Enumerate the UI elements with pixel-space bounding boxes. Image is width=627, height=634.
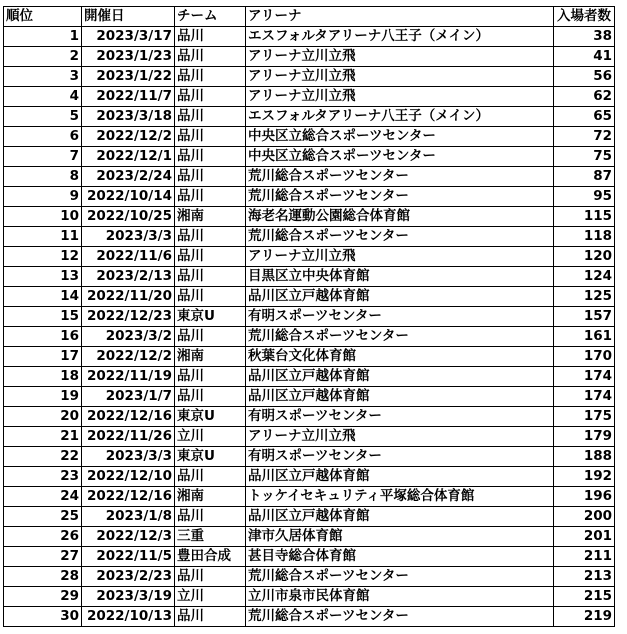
cell-team[interactable]: 品川	[175, 327, 246, 347]
cell-date[interactable]: 2022/12/1	[82, 147, 175, 167]
table-row	[4, 547, 615, 567]
cell-date[interactable]: 2022/10/13	[82, 607, 175, 627]
cell-attendance[interactable]: 211	[554, 547, 615, 567]
table-row	[4, 407, 615, 427]
cell-team[interactable]: 品川	[175, 507, 246, 527]
table-body	[4, 27, 615, 627]
cell-arena[interactable]: 有明スポーツセンター	[246, 447, 554, 467]
cell-rank[interactable]: 16	[4, 327, 82, 347]
cell-attendance[interactable]: 188	[554, 447, 615, 467]
cell-team[interactable]: 品川	[175, 247, 246, 267]
cell-attendance[interactable]: 41	[554, 47, 615, 67]
cell-date[interactable]: 2023/2/13	[82, 267, 175, 287]
cell-date[interactable]: 2023/2/23	[82, 567, 175, 587]
cell-date[interactable]: 2023/1/23	[82, 47, 175, 67]
cell-attendance[interactable]: 115	[554, 207, 615, 227]
cell-arena[interactable]: 荒川総合スポーツセンター	[246, 607, 554, 627]
cell-date[interactable]: 2023/3/3	[82, 447, 175, 467]
cell-rank[interactable]: 9	[4, 187, 82, 207]
table-row	[4, 447, 615, 467]
cell-attendance[interactable]: 125	[554, 287, 615, 307]
cell-team[interactable]: 東京U	[175, 407, 246, 427]
cell-team[interactable]: 品川	[175, 467, 246, 487]
cell-arena[interactable]: 中央区立総合スポーツセンター	[246, 147, 554, 167]
table-row	[4, 467, 615, 487]
table-row	[4, 187, 615, 207]
cell-rank[interactable]: 17	[4, 347, 82, 367]
attendance-table	[3, 6, 615, 627]
cell-attendance[interactable]: 72	[554, 127, 615, 147]
cell-attendance[interactable]: 179	[554, 427, 615, 447]
table-row	[4, 227, 615, 247]
cell-attendance[interactable]: 196	[554, 487, 615, 507]
cell-rank[interactable]: 21	[4, 427, 82, 447]
table-row	[4, 527, 615, 547]
cell-rank[interactable]: 2	[4, 47, 82, 67]
table-row	[4, 247, 615, 267]
cell-attendance[interactable]: 38	[554, 27, 615, 47]
cell-date[interactable]: 2023/3/18	[82, 107, 175, 127]
cell-attendance[interactable]: 192	[554, 467, 615, 487]
cell-date[interactable]: 2023/1/7	[82, 387, 175, 407]
table-row	[4, 67, 615, 87]
cell-team[interactable]: 三重	[175, 527, 246, 547]
cell-team[interactable]: 品川	[175, 267, 246, 287]
cell-attendance[interactable]: 120	[554, 247, 615, 267]
cell-arena[interactable]: アリーナ立川立飛	[246, 47, 554, 67]
cell-attendance[interactable]: 170	[554, 347, 615, 367]
cell-arena[interactable]: 有明スポーツセンター	[246, 407, 554, 427]
table-row	[4, 267, 615, 287]
cell-arena[interactable]: エスフォルタアリーナ八王子（メイン）	[246, 27, 554, 47]
cell-attendance[interactable]: 200	[554, 507, 615, 527]
table-row	[4, 87, 615, 107]
cell-arena[interactable]: 品川区立戸越体育館	[246, 367, 554, 387]
cell-team[interactable]: 品川	[175, 227, 246, 247]
table-row	[4, 487, 615, 507]
cell-team[interactable]: 品川	[175, 127, 246, 147]
cell-arena[interactable]: 荒川総合スポーツセンター	[246, 567, 554, 587]
cell-attendance[interactable]: 215	[554, 587, 615, 607]
cell-rank[interactable]: 8	[4, 167, 82, 187]
header-row	[4, 7, 615, 27]
table-row	[4, 307, 615, 327]
cell-rank[interactable]: 4	[4, 87, 82, 107]
header-rank[interactable]: 順位	[4, 7, 82, 27]
cell-rank[interactable]: 6	[4, 127, 82, 147]
cell-rank[interactable]: 25	[4, 507, 82, 527]
cell-attendance[interactable]: 124	[554, 267, 615, 287]
table-row	[4, 387, 615, 407]
cell-team[interactable]: 品川	[175, 167, 246, 187]
cell-attendance[interactable]: 56	[554, 67, 615, 87]
table-row	[4, 167, 615, 187]
cell-date[interactable]: 2022/12/23	[82, 307, 175, 327]
cell-date[interactable]: 2022/12/10	[82, 467, 175, 487]
table-row	[4, 327, 615, 347]
cell-date[interactable]: 2023/2/24	[82, 167, 175, 187]
cell-arena[interactable]: 目黒区立中央体育館	[246, 267, 554, 287]
cell-attendance[interactable]: 213	[554, 567, 615, 587]
cell-team[interactable]: 品川	[175, 607, 246, 627]
cell-arena[interactable]: 品川区立戸越体育館	[246, 287, 554, 307]
cell-attendance[interactable]: 118	[554, 227, 615, 247]
cell-attendance[interactable]: 161	[554, 327, 615, 347]
table-row	[4, 27, 615, 47]
cell-arena[interactable]: 品川区立戸越体育館	[246, 507, 554, 527]
table-row	[4, 567, 615, 587]
cell-date[interactable]: 2022/10/14	[82, 187, 175, 207]
cell-team[interactable]: 品川	[175, 287, 246, 307]
cell-date[interactable]: 2022/11/5	[82, 547, 175, 567]
table-row	[4, 147, 615, 167]
header-date[interactable]: 開催日	[82, 7, 175, 27]
cell-attendance[interactable]: 157	[554, 307, 615, 327]
cell-arena[interactable]: アリーナ立川立飛	[246, 247, 554, 267]
cell-rank[interactable]: 30	[4, 607, 82, 627]
table-row	[4, 367, 615, 387]
cell-rank[interactable]: 28	[4, 567, 82, 587]
cell-date[interactable]: 2022/11/7	[82, 87, 175, 107]
cell-rank[interactable]: 5	[4, 107, 82, 127]
cell-team[interactable]: 立川	[175, 427, 246, 447]
cell-arena[interactable]: 荒川総合スポーツセンター	[246, 167, 554, 187]
cell-team[interactable]: 品川	[175, 387, 246, 407]
cell-date[interactable]: 2023/3/17	[82, 27, 175, 47]
cell-arena[interactable]: 津市久居体育館	[246, 527, 554, 547]
cell-date[interactable]: 2023/3/2	[82, 327, 175, 347]
cell-date[interactable]: 2022/12/2	[82, 127, 175, 147]
cell-team[interactable]: 品川	[175, 147, 246, 167]
cell-arena[interactable]: 甚目寺総合体育館	[246, 547, 554, 567]
cell-arena[interactable]: 品川区立戸越体育館	[246, 467, 554, 487]
table-row	[4, 507, 615, 527]
cell-team[interactable]: 湘南	[175, 347, 246, 367]
cell-rank[interactable]: 7	[4, 147, 82, 167]
cell-arena[interactable]: 立川市泉市民体育館	[246, 587, 554, 607]
cell-rank[interactable]: 23	[4, 467, 82, 487]
cell-date[interactable]: 2022/11/20	[82, 287, 175, 307]
table-row	[4, 287, 615, 307]
table-row	[4, 47, 615, 67]
cell-team[interactable]: 品川	[175, 47, 246, 67]
cell-date[interactable]: 2022/11/19	[82, 367, 175, 387]
cell-team[interactable]: 東京U	[175, 307, 246, 327]
cell-date[interactable]: 2023/3/3	[82, 227, 175, 247]
cell-arena[interactable]: 秋葉台文化体育館	[246, 347, 554, 367]
cell-team[interactable]: 品川	[175, 367, 246, 387]
cell-arena[interactable]: トッケイセキュリティ平塚総合体育館	[246, 487, 554, 507]
cell-rank[interactable]: 18	[4, 367, 82, 387]
cell-date[interactable]: 2023/3/19	[82, 587, 175, 607]
cell-arena[interactable]: 中央区立総合スポーツセンター	[246, 127, 554, 147]
cell-team[interactable]: 品川	[175, 67, 246, 87]
cell-team[interactable]: 豊田合成	[175, 547, 246, 567]
header-team[interactable]: チーム	[175, 7, 246, 27]
cell-team[interactable]: 東京U	[175, 447, 246, 467]
cell-date[interactable]: 2022/12/16	[82, 407, 175, 427]
cell-team[interactable]: 品川	[175, 87, 246, 107]
cell-team[interactable]: 品川	[175, 107, 246, 127]
cell-team[interactable]: 立川	[175, 587, 246, 607]
table-row	[4, 607, 615, 627]
table-row	[4, 587, 615, 607]
table-row	[4, 207, 615, 227]
cell-date[interactable]: 2022/12/3	[82, 527, 175, 547]
cell-arena[interactable]: アリーナ立川立飛	[246, 427, 554, 447]
header-arena[interactable]: アリーナ	[246, 7, 554, 27]
cell-rank[interactable]: 11	[4, 227, 82, 247]
cell-arena[interactable]: エスフォルタアリーナ八王子（メイン）	[246, 107, 554, 127]
cell-attendance[interactable]: 219	[554, 607, 615, 627]
cell-rank[interactable]: 15	[4, 307, 82, 327]
cell-date[interactable]: 2022/11/26	[82, 427, 175, 447]
cell-rank[interactable]: 3	[4, 67, 82, 87]
cell-attendance[interactable]: 87	[554, 167, 615, 187]
cell-arena[interactable]: 品川区立戸越体育館	[246, 387, 554, 407]
cell-team[interactable]: 湘南	[175, 207, 246, 227]
cell-arena[interactable]: 荒川総合スポーツセンター	[246, 227, 554, 247]
cell-arena[interactable]: 荒川総合スポーツセンター	[246, 327, 554, 347]
cell-attendance[interactable]: 174	[554, 387, 615, 407]
cell-rank[interactable]: 12	[4, 247, 82, 267]
cell-date[interactable]: 2022/12/2	[82, 347, 175, 367]
cell-date[interactable]: 2022/10/25	[82, 207, 175, 227]
cell-attendance[interactable]: 201	[554, 527, 615, 547]
cell-rank[interactable]: 13	[4, 267, 82, 287]
cell-rank[interactable]: 22	[4, 447, 82, 467]
cell-arena[interactable]: 海老名運動公園総合体育館	[246, 207, 554, 227]
cell-rank[interactable]: 29	[4, 587, 82, 607]
cell-rank[interactable]: 14	[4, 287, 82, 307]
cell-arena[interactable]: アリーナ立川立飛	[246, 67, 554, 87]
cell-team[interactable]: 品川	[175, 187, 246, 207]
cell-attendance[interactable]: 65	[554, 107, 615, 127]
cell-arena[interactable]: 荒川総合スポーツセンター	[246, 187, 554, 207]
cell-arena[interactable]: アリーナ立川立飛	[246, 87, 554, 107]
cell-rank[interactable]: 20	[4, 407, 82, 427]
cell-team[interactable]: 品川	[175, 27, 246, 47]
table-row	[4, 347, 615, 367]
cell-rank[interactable]: 27	[4, 547, 82, 567]
cell-date[interactable]: 2022/11/6	[82, 247, 175, 267]
cell-attendance[interactable]: 174	[554, 367, 615, 387]
cell-attendance[interactable]: 62	[554, 87, 615, 107]
cell-rank[interactable]: 1	[4, 27, 82, 47]
cell-rank[interactable]: 19	[4, 387, 82, 407]
cell-attendance[interactable]: 75	[554, 147, 615, 167]
table-row	[4, 107, 615, 127]
header-attendance[interactable]: 入場者数	[554, 7, 615, 27]
table-row	[4, 127, 615, 147]
cell-team[interactable]: 湘南	[175, 487, 246, 507]
table-row	[4, 427, 615, 447]
cell-attendance[interactable]: 95	[554, 187, 615, 207]
cell-date[interactable]: 2022/12/16	[82, 487, 175, 507]
cell-rank[interactable]: 10	[4, 207, 82, 227]
cell-rank[interactable]: 26	[4, 527, 82, 547]
cell-arena[interactable]: 有明スポーツセンター	[246, 307, 554, 327]
cell-rank[interactable]: 24	[4, 487, 82, 507]
cell-team[interactable]: 品川	[175, 567, 246, 587]
cell-attendance[interactable]: 175	[554, 407, 615, 427]
cell-date[interactable]: 2023/1/8	[82, 507, 175, 527]
cell-date[interactable]: 2023/1/22	[82, 67, 175, 87]
